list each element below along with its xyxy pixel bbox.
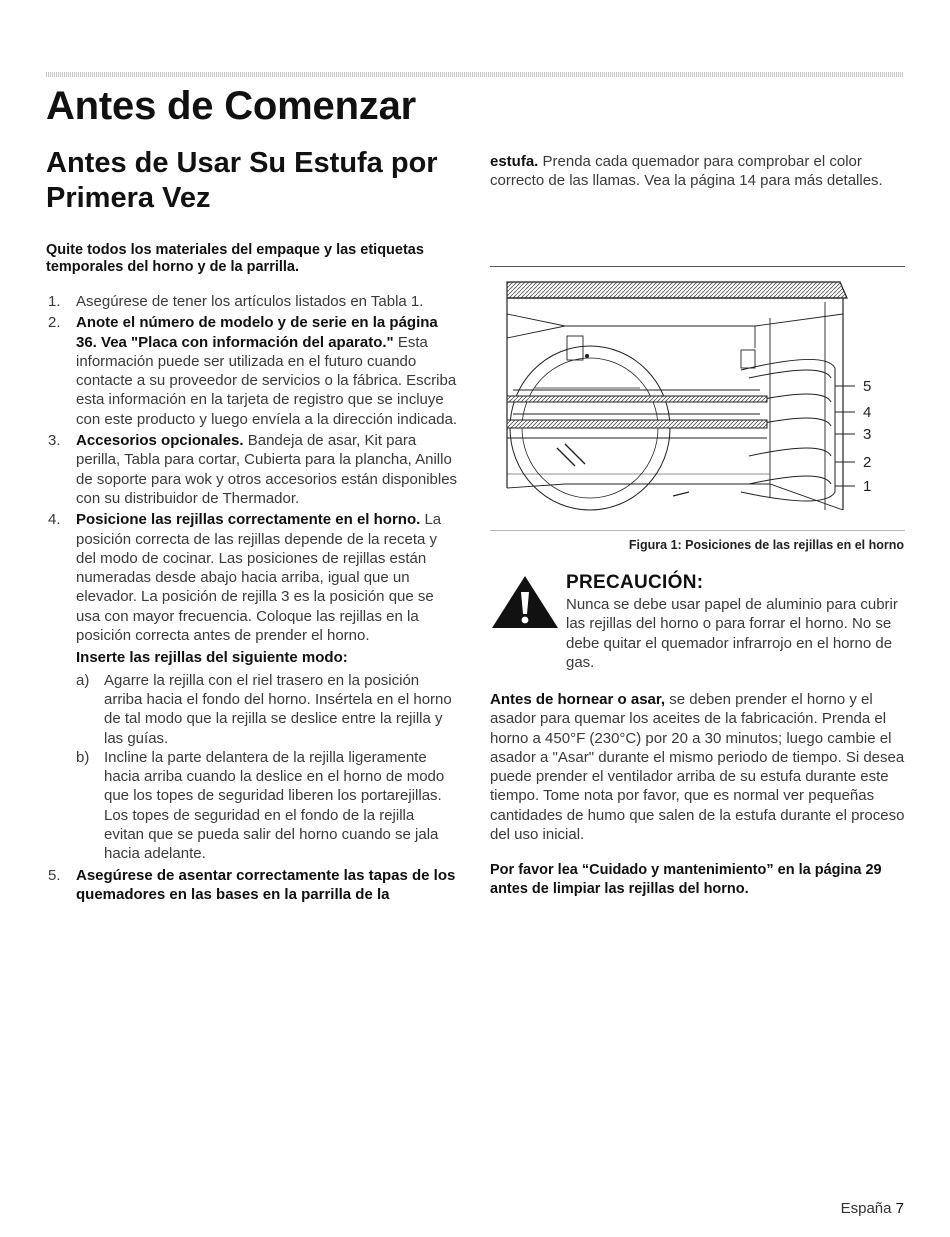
page-footer <box>841 1200 904 1217</box>
substep-label: a) <box>76 671 90 689</box>
substep-label: b) <box>76 748 90 766</box>
page-title: Antes de Comenzar <box>46 84 417 128</box>
step-4 <box>46 510 458 863</box>
step-1 <box>46 292 458 311</box>
oven-racks-figure <box>505 278 890 518</box>
caution-text: Nunca se debe usar papel de aluminio para cubrir las rejillas del horno o para forrar el horno. No se debe quitar el quemador infrarrojo en el horno de gas. <box>566 596 898 671</box>
step-bold: Posicione las rejillas correctamente en el horno. <box>76 511 421 529</box>
step-bold: Accesorios opcionales. <box>76 432 244 450</box>
rack-label-5: 5 <box>863 378 872 395</box>
top-rule <box>46 72 904 77</box>
step-bold: Asegúrese de asentar correctamente las tapas de los quemadores en las bases en la parrilla de la <box>76 866 456 903</box>
substep-text: Incline la parte delantera de la rejilla ligeramente hacia arriba cuando la deslice en el horno de modo que los topes de seguridad liberen los portarejillas. Los topes de seguridad en el fondo de la rejilla evitan que se pueda salir del horno cuando se jala hacia adelante. <box>104 748 445 863</box>
substeps-list <box>76 671 458 864</box>
step-3 <box>46 431 458 508</box>
bake-text: se deben prender el horno y el asador para quemar los aceites de la fabricación. Prenda el horno a 450°F (230°C) por 20 a 30 minutos; luego cambie el asador a "Asar" durante el mismo periodo de tiempo. Si desea puede prender el ventilador arriba de su estufa durante este tiempo. Tome nota por favor, que es normal ver pequeñas cantidades de humo que salen de la estufa durante el proceso del uso inicial. <box>490 691 905 844</box>
step-text: Esta información puede ser utilizada en el futuro cuando contacte a su proveedor de servicios o la fábrica. Escriba esta información en la tarjeta de registro que se incluye con este producto y luego envíela a la dirección indicada. <box>76 333 458 428</box>
step-number: 5. <box>48 866 61 884</box>
step-5 <box>46 866 458 905</box>
rack-label-2: 2 <box>863 454 872 471</box>
section-title: Antes de Usar Su Estufa por Primera Vez <box>46 147 438 214</box>
figure-top-rule <box>490 266 905 267</box>
page-number: 7 <box>895 1200 904 1217</box>
step-bold: Anote el número de modelo y de serie en la página 36. Vea "Placa con información del aparato." <box>76 314 438 351</box>
rack-guides <box>741 359 835 501</box>
step-number: 2. <box>48 314 61 332</box>
warning-triangle-icon <box>490 574 560 630</box>
step-5-continuation <box>490 152 905 191</box>
caution-title: PRECAUCIÓN: <box>566 572 704 593</box>
step-number: 4. <box>48 511 61 529</box>
rack-label-4: 4 <box>863 404 872 421</box>
substep-text: Agarre la rejilla con el riel trasero en la posición arriba hacia el fondo del horno. Insértela en el horno de tal modo que la rejilla se deslice entre la rejilla y las guías. <box>104 671 452 747</box>
step-subheading: Inserte las rejillas del siguiente modo: <box>76 649 348 667</box>
step-2 <box>46 313 458 429</box>
read-care-note: Por favor lea “Cuidado y mantenimiento” en la página 29 antes de limpiar las rejillas del horno. <box>490 862 882 897</box>
right-column-top <box>490 152 905 191</box>
step-text: Bandeja de asar, Kit para perilla, Tabla para cortar, Cubierta para la plancha, Anillo de soporte para wok y otros accesorios están disponibles con su distribuidor de Thermador. <box>76 432 458 507</box>
step-text: La posición correcta de las rejillas depende de la receta y del modo de cocinar. Las posiciones de rejillas están numeradas desde abajo hacia arriba, igual que un elevador. La posición de rejilla 3 es la posición que se usa con mayor frecuencia. Coloque las rejillas en la posición correcta antes de prender el horno. <box>76 511 442 645</box>
bake-bold: Antes de hornear o asar, <box>490 691 666 708</box>
step-text: Asegúrese de tener los artículos listados en Tabla 1. <box>76 293 424 310</box>
substep-a <box>76 671 458 748</box>
oven-racks <box>507 390 767 496</box>
step-5-continuation-bold: estufa. <box>490 153 539 170</box>
bake-paragraph <box>490 690 905 844</box>
intro-text: Quite todos los materiales del empaque y las etiquetas temporales del horno y de la parrilla. <box>46 242 424 275</box>
figure-bottom-rule <box>490 530 905 531</box>
left-column <box>46 146 458 906</box>
substep-b <box>76 748 458 864</box>
rack-position-labels <box>835 378 871 495</box>
step-number: 3. <box>48 432 61 450</box>
footer-text: España <box>840 1200 892 1217</box>
rack-label-3: 3 <box>863 426 872 443</box>
step-number: 1. <box>48 293 61 310</box>
step-5-continuation-text: Prenda cada quemador para comprobar el color correcto de las llamas. Vea la página 14 para más detalles. <box>490 153 883 190</box>
figure-caption: Figura 1: Posiciones de las rejillas en el horno <box>628 538 904 552</box>
steps-list <box>46 292 458 904</box>
rack-label-1: 1 <box>863 478 872 495</box>
